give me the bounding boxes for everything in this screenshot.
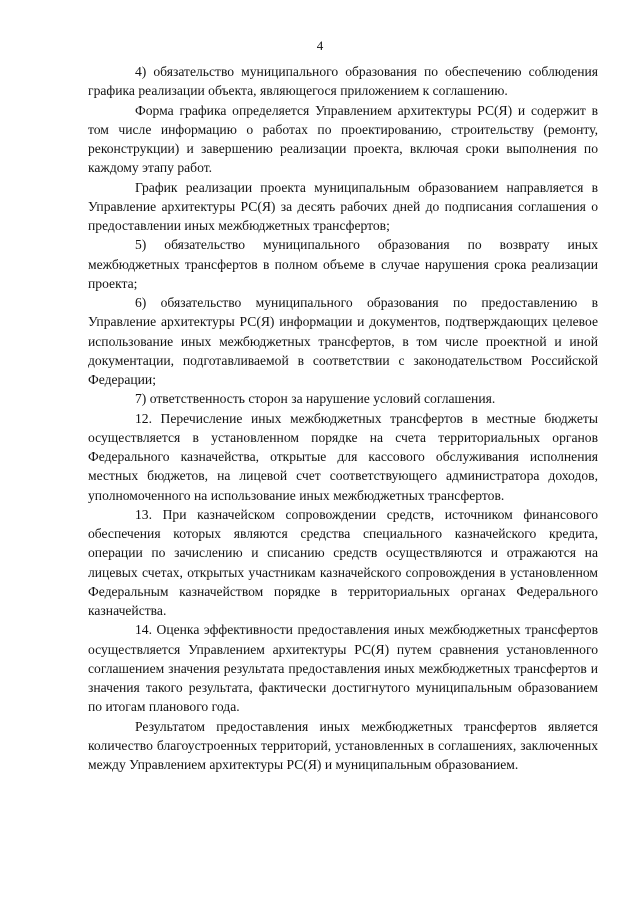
paragraph-schedule-submission: График реализации проекта муниципальным образованием направляется в Управление архитектуры РС(Я) за десять рабочих дней до подписания соглашения о предоставлении иных межбюджетных трансфертов; (88, 179, 598, 233)
paragraph-item-4: 4) обязательство муниципального образования по обеспечению соблюдения графика реализации объекта, являющегося приложением к соглашению. (88, 64, 598, 99)
page-number: 4 (316, 38, 324, 53)
paragraph-item-5: 5) обязательство муниципального образования по возврату иных межбюджетных трансфертов в полном объеме в случае нарушения срока реализации проекта; (88, 237, 598, 291)
paragraph-item-6: 6) обязательство муниципального образования по предоставлению в Управление архитектуры РС(Я) информации и документов, подтверждающих целевое использование иных межбюджетных трансфертов, в том числе проектной и иной документации, подготавливаемой в соответствии с законодательством Российской Федерации; (88, 295, 598, 387)
paragraph-result: Результатом предоставления иных межбюджетных трансфертов является количество благоустроенных территорий, установленных в соглашениях, заключенных между Управлением архитектуры РС(Я) и муниципальным образованием. (88, 718, 598, 772)
paragraph-section-14: 14. Оценка эффективности предоставления иных межбюджетных трансфертов осуществляется Управлением архитектуры РС(Я) путем сравнения установленного соглашением значения результата предоставления иных межбюджетных трансфертов и значения такого результата, фактически достигнутого муниципальным образованием по итогам планового года. (88, 622, 598, 715)
paragraph-section-12: 12. Перечисление иных межбюджетных трансфертов в местные бюджеты осуществляется в установленном порядке на счета территориальных органов Федерального казначейства, открытые для кассового обслуживания исполнения местных бюджетов, на лицевой счет соответствующего администратора доходов, уполномоченного на использование иных межбюджетных трансфертов. (88, 410, 598, 503)
paragraph-schedule-form: Форма графика определяется Управлением архитектуры РС(Я) и содержит в том числе информацию о работах по проектированию, строительству (ремонту, реконструкции) и завершению реализации проекта, включая сроки выполнения по каждому этапу работ. (88, 102, 598, 176)
paragraph-item-7: 7) ответственность сторон за нарушение условий соглашения. (135, 391, 496, 407)
document-body (88, 62, 598, 774)
paragraph-section-13: 13. При казначейском сопровождении средств, источником финансового обеспечения которых являются средства специального казначейского кредита, операции по зачислению и списанию средств осуществляются и отражаются на лицевых счетах, открытых участникам казначейского сопровождения в установленном Федеральным казначейством порядке в территориальных органах Федерального казначейства. (88, 506, 598, 618)
